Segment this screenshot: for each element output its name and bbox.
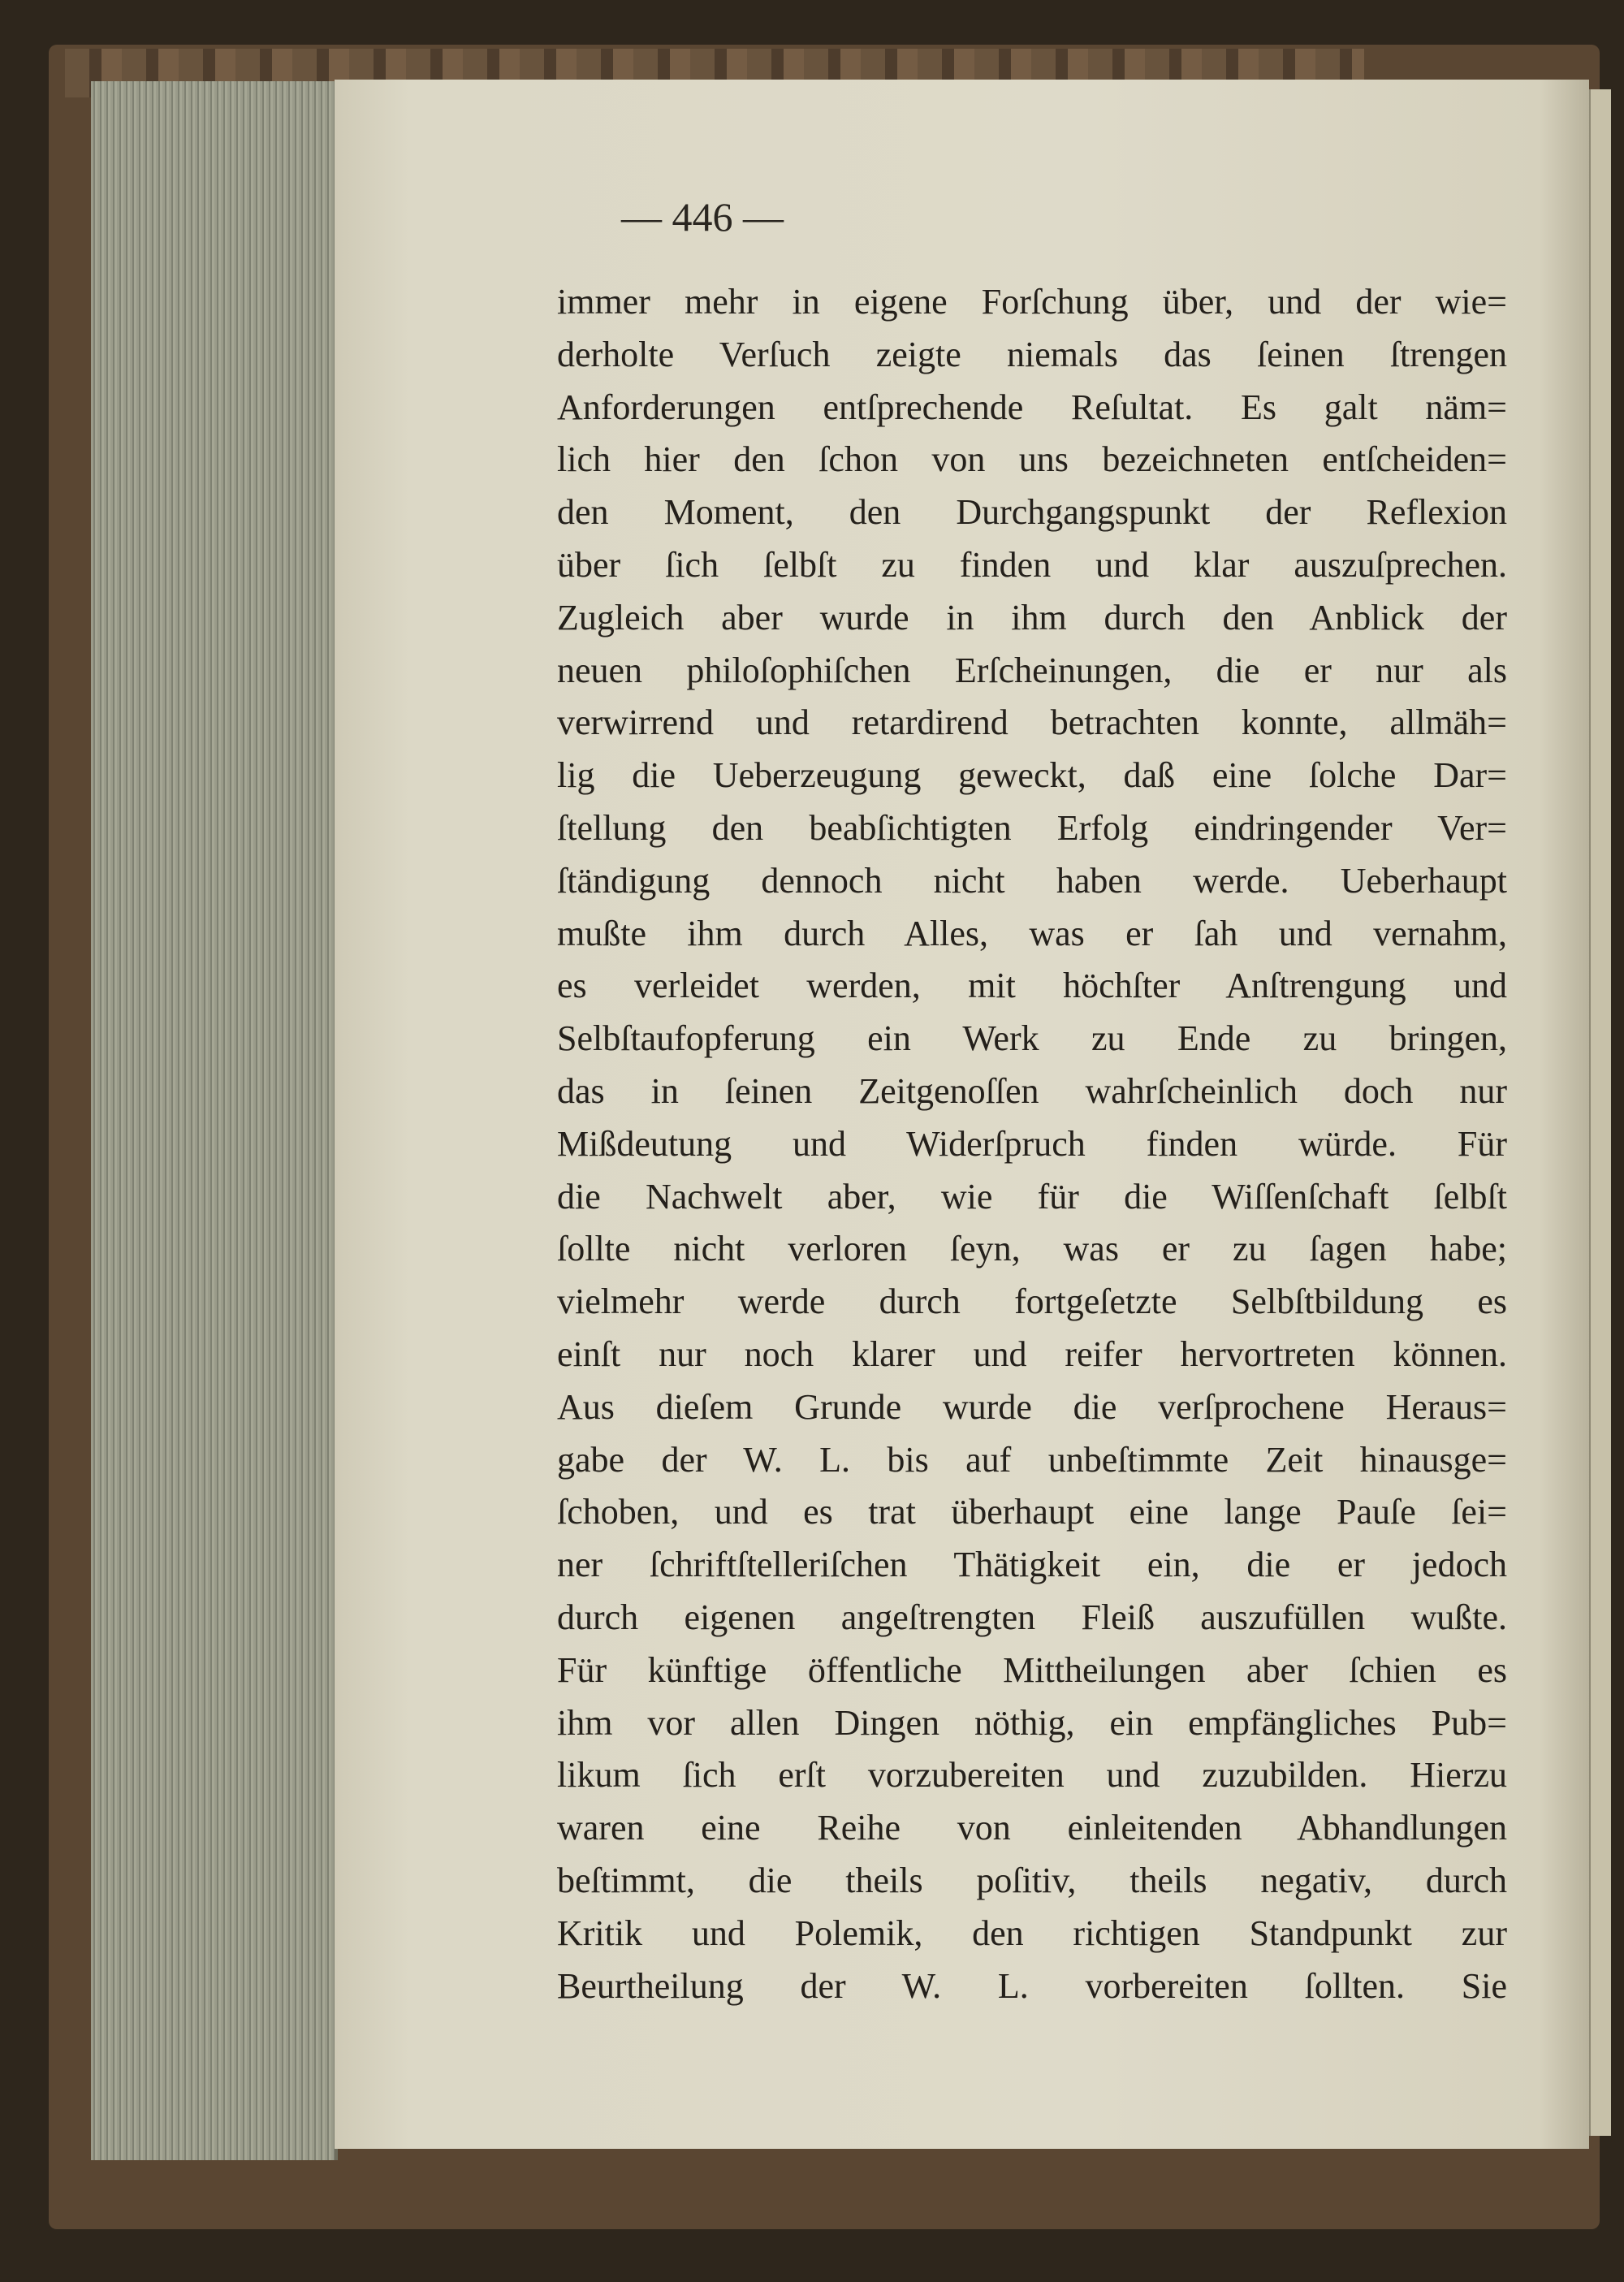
text-line: Anforderungen entſprechende Reſultat. Es galt näm=: [557, 387, 1507, 427]
text-line: ſchoben, und es trat überhaupt eine lange Pauſe ſei=: [557, 1492, 1507, 1532]
text-line: einſt nur noch klarer und reifer hervortreten können.: [557, 1333, 1507, 1374]
text-line: ſtellung den beabſichtigten Erfolg eindringender Ver=: [557, 807, 1507, 848]
text-line: durch eigenen angeſtrengten Fleiß auszufüllen wußte.: [557, 1597, 1507, 1637]
text-line: vielmehr werde durch fortgeſetzte Selbſtbildung es: [557, 1281, 1507, 1322]
text-line: ſollte nicht verloren ſeyn, was er zu ſagen habe;: [557, 1229, 1507, 1269]
text-line: Für künftige öffentliche Mittheilungen aber ſchien es: [557, 1649, 1507, 1690]
text-line: verwirrend und retardirend betrachten konnte, allmäh=: [557, 702, 1507, 743]
body-text: [557, 276, 1507, 2012]
text-line: waren eine Reihe von einleitenden Abhandlungen: [557, 1808, 1507, 1848]
text-line: likum ſich erſt vorzubereiten und zuzubilden. Hierzu: [557, 1755, 1507, 1796]
text-line: ihm vor allen Dingen nöthig, ein empfängliches Pub=: [557, 1702, 1507, 1743]
text-line: es verleidet werden, mit höchſter Anſtrengung und: [557, 966, 1507, 1006]
text-line: den Moment, den Durchgangspunkt der Reflexion: [557, 492, 1507, 533]
text-line: lich hier den ſchon von uns bezeichneten entſcheiden=: [557, 439, 1507, 480]
page-number: — 446 —: [621, 194, 784, 240]
text-line: Selbſtaufopferung ein Werk zu Ende zu bringen,: [557, 1018, 1507, 1059]
text-line: Zugleich aber wurde in ihm durch den Anblick der: [557, 597, 1507, 637]
text-line: Beurtheilung der W. L. vorbereiten ſollten. Sie: [557, 1965, 1507, 2006]
text-line: lig die Ueberzeugung geweckt, daß eine ſolche Dar=: [557, 755, 1507, 796]
text-line: über ſich ſelbſt zu finden und klar auszuſprechen.: [557, 544, 1507, 585]
facing-page-edge: [1589, 89, 1611, 2136]
text-line: Aus dieſem Grunde wurde die verſprochene Heraus=: [557, 1386, 1507, 1427]
text-line: Mißdeutung und Widerſpruch finden würde. Für: [557, 1123, 1507, 1164]
page-edges-stack: [91, 81, 338, 2160]
text-line: ner ſchriftſtelleriſchen Thätigkeit ein, die er jedoch: [557, 1545, 1507, 1585]
text-line: gabe der W. L. bis auf unbeſtimmte Zeit hinausge=: [557, 1439, 1507, 1480]
text-line: die Nachwelt aber, wie für die Wiſſenſchaft ſelbſt: [557, 1176, 1507, 1217]
text-line: das in ſeinen Zeitgenoſſen wahrſcheinlich doch nur: [557, 1070, 1507, 1111]
text-line: derholte Verſuch zeigte niemals das ſeinen ſtrengen: [557, 334, 1507, 374]
text-line: beſtimmt, die theils poſitiv, theils negativ, durch: [557, 1860, 1507, 1900]
text-line: Kritik und Polemik, den richtigen Standpunkt zur: [557, 1912, 1507, 1953]
text-line: neuen philoſophiſchen Erſcheinungen, die er nur als: [557, 650, 1507, 690]
text-line: mußte ihm durch Alles, was er ſah und vernahm,: [557, 913, 1507, 953]
text-line: immer mehr in eigene Forſchung über, und der wie=: [557, 282, 1507, 322]
page-number-wrap: [0, 193, 1624, 240]
text-line: ſtändigung dennoch nicht haben werde. Ueberhaupt: [557, 860, 1507, 901]
